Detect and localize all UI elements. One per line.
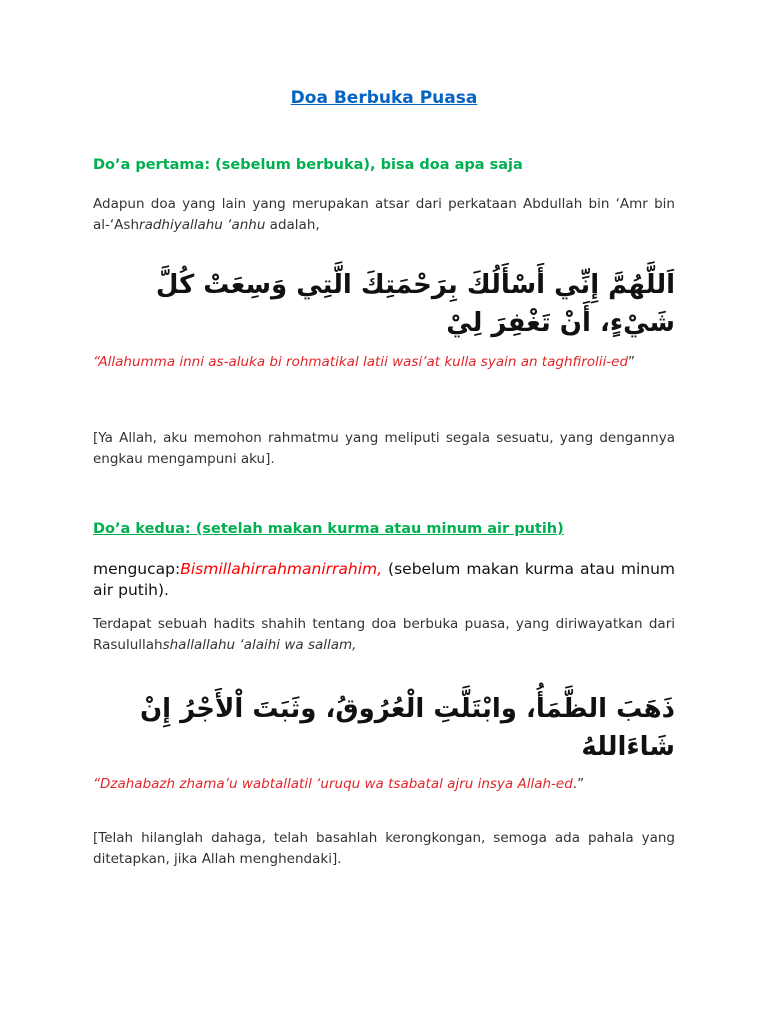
section1-intro [93, 194, 675, 236]
section1-intro-text: Adapun doa yang lain yang merupakan atsar dari perkataan Abdullah bin ‘Amr bin al-‘Ash [93, 196, 675, 233]
section1-intro-end: adalah, [265, 217, 320, 233]
section2-translation: [Telah hilanglah dahaga, telah basahlah kerongkongan, semoga ada pahala yang ditetapkan, jika Allah menghendaki]. [93, 830, 675, 867]
section2-transliteration [93, 774, 675, 795]
section1-transliteration-main: “Allahumma inni as-aluka bi rohmatikal latii wasi’at kulla syain an taghfirolii-ed [93, 354, 629, 370]
section1-transliteration-end: ” [628, 354, 636, 370]
section2-intro-text: Terdapat sebuah hadits shahih tentang doa berbuka puasa, yang diriwayatkan dari Rasulullah [93, 616, 675, 653]
section1-arabic-prayer: اَللَّهُمَّ إِنِّي أَسْأَلُكَ بِرَحْمَتِكَ الَّتِي وَسِعَتْ كُلَّ شَيْءٍ، أَنْ تَغْفِرَ لِيْ [155, 270, 675, 338]
section2-transliteration-end: .” [572, 776, 585, 792]
bismillah-text: Bismillahirrahmanirrahim, [180, 560, 383, 578]
mengucap-prefix: mengucap: [93, 560, 181, 578]
section2-arabic-prayer: ذَهَبَ الظَّمَأُ، وابْتَلَّتِ الْعُرُوقُ، وثَبَتَ اْلأَجْرُ إِنْ شَاءَاللهُ [139, 694, 675, 762]
mengucap-suffix: (sebelum makan kurma atau minum air putih). [93, 560, 675, 599]
section2-heading: Do’a kedua: (setelah makan kurma atau minum air putih) [93, 521, 564, 537]
section2-intro-italic: shallallahu ‘alaihi wa sallam, [162, 637, 357, 653]
section2-transliteration-main: “Dzahabazh zhama’u wabtallatil ‘uruqu wa tsabatal ajru insya Allah-ed [93, 776, 573, 792]
section1-intro-italic: radhiyallahu ‘anhu [139, 217, 266, 233]
section1-transliteration [93, 352, 675, 373]
section1-translation: [Ya Allah, aku memohon rahmatmu yang meliputi segala sesuatu, yang dengannya engkau mengampuni aku]. [93, 430, 675, 467]
page-title: Doa Berbuka Puasa [290, 88, 478, 108]
section2-intro [93, 614, 675, 656]
section1-heading: Do’a pertama: (sebelum berbuka), bisa doa apa saja [93, 157, 523, 173]
section2-mengucap [93, 559, 675, 601]
